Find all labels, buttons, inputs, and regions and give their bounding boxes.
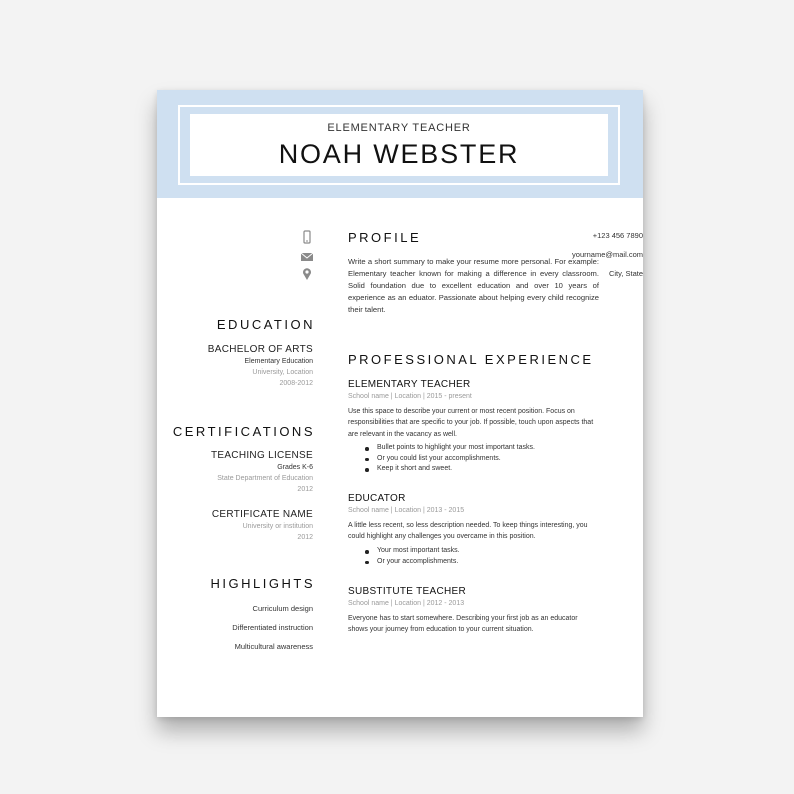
mail-icon	[300, 250, 314, 264]
cert-title: CERTIFICATE NAME	[211, 509, 313, 520]
bullet-item: Or you could list your accomplishments.	[363, 454, 535, 465]
contact-email: yourname@mail.com	[572, 250, 643, 259]
experience-heading: PROFESSIONAL EXPERIENCE	[348, 352, 594, 367]
certifications-heading: CERTIFICATIONS	[172, 424, 315, 439]
education-years: 2008-2012	[279, 380, 313, 387]
job-title-subtitle: ELEMENTARY TEACHER	[327, 122, 471, 134]
highlight-item: Multicultural awareness	[234, 642, 313, 651]
job-meta: School name | Location | 2015 - present	[348, 393, 472, 400]
resume-page	[157, 90, 643, 717]
highlights-heading: HIGHLIGHTS	[210, 576, 315, 591]
job-meta: School name | Location | 2013 - 2015	[348, 507, 465, 514]
cert-detail: Grades K-6	[277, 464, 313, 471]
cert-year: 2012	[297, 534, 313, 541]
contact-phone: +123 456 7890	[592, 231, 643, 240]
contact-location: City, State	[608, 269, 643, 278]
profile-heading: PROFILE	[348, 230, 422, 245]
bullet-item: Keep it short and sweet.	[363, 464, 535, 475]
job-title: EDUCATOR	[348, 493, 406, 504]
cert-title: TEACHING LICENSE	[210, 450, 313, 461]
cert-issuer: State Department of Education	[217, 475, 313, 482]
header-title-box	[190, 114, 608, 176]
education-school: University, Location	[252, 369, 313, 376]
person-name: NOAH WEBSTER	[278, 139, 520, 169]
bullet-item: Bullet points to highlight your most important tasks.	[363, 443, 535, 454]
education-field: Elementary Education	[244, 358, 313, 365]
bullet-item: Or your accomplishments.	[363, 557, 460, 568]
location-pin-icon	[300, 267, 314, 281]
job-title: ELEMENTARY TEACHER	[348, 379, 471, 390]
highlight-item: Differentiated instruction	[232, 623, 313, 632]
job-bullets	[363, 546, 460, 567]
job-description: Everyone has to start somewhere. Describing your first job as an educator shows your journey from education to your current situation.	[348, 615, 578, 634]
education-heading: EDUCATION	[216, 317, 315, 332]
job-bullets	[363, 443, 535, 475]
education-degree: BACHELOR OF ARTS	[207, 344, 313, 355]
bullet-item: Your most important tasks.	[363, 546, 460, 557]
job-meta: School name | Location | 2012 - 2013	[348, 600, 465, 607]
cert-year: 2012	[297, 486, 313, 493]
phone-icon	[300, 230, 314, 244]
profile-text: Write a short summary to make your resume more personal. For example: Elementary teacher known for making a difference in every classroom. Solid foundation due to excellent education and over 10 years of experience as an eduator. Passionate about helping every child recognize their talent.	[348, 257, 599, 314]
job-description: A little less recent, so less description needed. To keep things interesting, you could highlight any challenges you overcame in this position.	[348, 522, 588, 541]
cert-issuer: University or institution	[242, 523, 313, 530]
highlight-item: Curriculum design	[252, 604, 313, 613]
job-title: SUBSTITUTE TEACHER	[348, 586, 467, 597]
job-description: Use this space to describe your current or most recent position. Focus on responsibilities that are specific to your job. If possible, touch upon aspects that are relevant in the vacancy as well.	[348, 408, 594, 438]
